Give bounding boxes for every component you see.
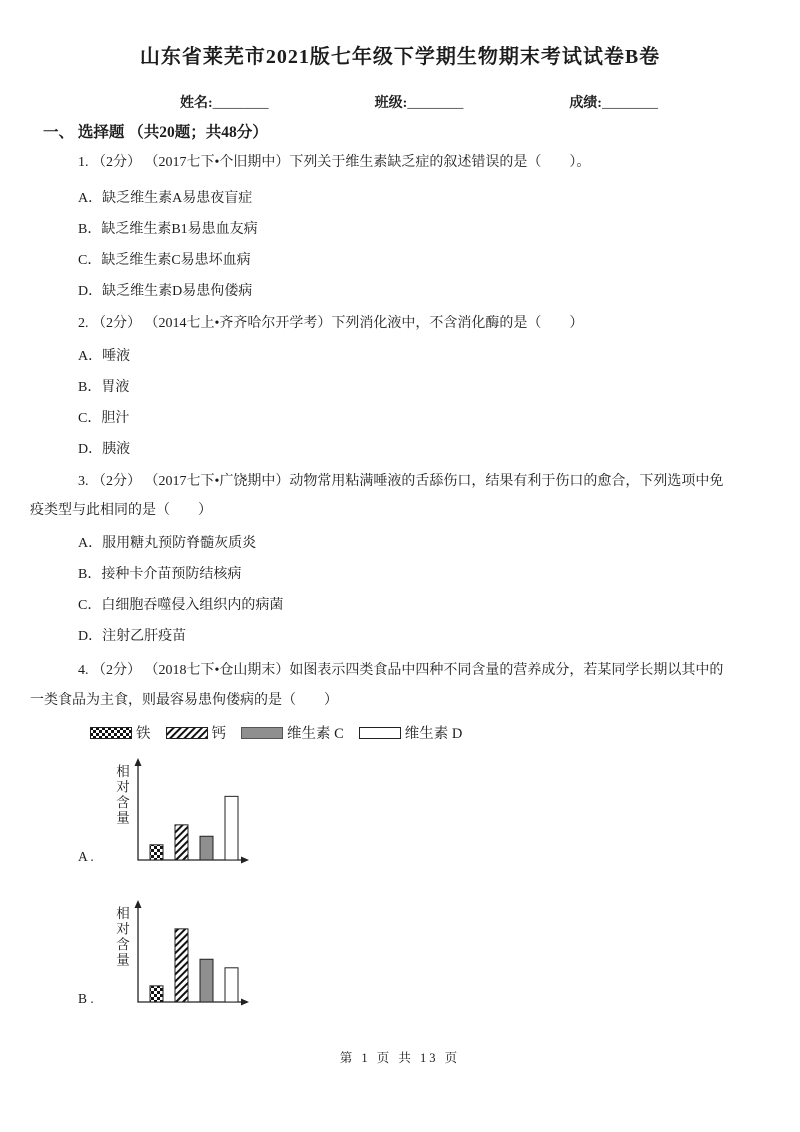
question-2-option-d: D．胰液 [78,442,131,457]
question-4-stem-line-1: 4. （2分） （2018七下•仓山期末）如图表示四类食品中四种不同含量的营养成分，若某同学长期以其中的 [78,663,724,678]
name-label: 姓名: [180,96,213,111]
vitamin-c-gray-swatch-icon [241,727,283,739]
question-2-stem: 2. （2分） （2014七上•齐齐哈尔开学考）下列消化液中，不含消化酶的是（ ） [78,316,584,331]
chart-b-row [78,898,770,1010]
score-label: 成绩: [569,96,602,111]
question-2-option-b: B．胃液 [78,380,130,395]
chart-b-y-axis-label: 相对含量 [114,906,129,968]
question-3-option-c: C．白细胞吞噬侵入组织内的病菌 [78,598,284,613]
legend-label-iron: 铁 [136,726,151,742]
class-field [375,92,464,110]
legend-item-vitamin-d [359,722,463,743]
class-blank: ________ [407,96,464,111]
question-3-option-a: A．服用糖丸预防脊髓灰质炎 [78,536,257,551]
chart-b-bar-chart [130,898,255,1010]
question-3-option-d: D．注射乙肝疫苗 [78,629,187,644]
question-4-option-a-letter: A . [78,849,94,864]
legend-label-calcium: 钙 [211,726,226,742]
vitamin-d-white-swatch-icon [359,727,401,739]
question-1-option-d: D．缺乏维生素D易患佝偻病 [78,284,253,299]
question-4-option-b-letter: B . [78,991,94,1006]
name-blank: ________ [212,96,269,111]
calcium-hatch-swatch-icon [166,727,208,739]
iron-checker-swatch-icon [90,727,132,739]
legend-label-vitamin-d: 维生素 D [404,726,463,742]
section-heading: 一、 选择题 （共20题；共48分） [43,124,268,141]
page-title: 山东省莱芜市2021版七年级下学期生物期末考试试卷B卷 [139,46,661,68]
question-1-stem: 1. （2分） （2017七下•个旧期中）下列关于维生素缺乏症的叙述错误的是（ ）。 [78,155,591,170]
question-2-option-c: C．胆汁 [78,411,130,426]
question-4-stem-line-2: 一类食品为主食，则最容易患佝偻病的是（ ） [30,693,338,708]
question-1-option-a: A．缺乏维生素A易患夜盲症 [78,191,253,206]
question-1-option-b: B．缺乏维生素B1易患血友病 [78,222,258,237]
chart-a-row [78,756,770,868]
question-3-stem-line-1: 3. （2分） （2017七下•广饶期中）动物常用粘满唾液的舌舔伤口，结果有利于伤口的愈合，下列选项中免 [78,474,724,489]
name-field [180,92,269,110]
question-3-option-b: B．接种卡介苗预防结核病 [78,567,242,582]
score-field [569,92,658,110]
page-number-footer: 第 1 页 共 13 页 [339,1051,461,1065]
legend-item-calcium [166,722,227,743]
question-1-option-c: C．缺乏维生素C易患坏血病 [78,253,251,268]
chart-a-y-axis-label: 相对含量 [114,764,129,826]
legend-item-iron [90,722,151,743]
score-blank: ________ [601,96,658,111]
legend-label-vitamin-c: 维生素 C [287,726,344,742]
header-fields [30,92,770,110]
legend-item-vitamin-c [241,722,344,743]
chart-a-bar-chart [130,756,255,868]
chart-legend [90,725,770,740]
question-2-option-a: A．唾液 [78,349,131,364]
class-label: 班级: [374,96,408,111]
question-3-stem-line-2: 疫类型与此相同的是（ ） [30,503,212,518]
